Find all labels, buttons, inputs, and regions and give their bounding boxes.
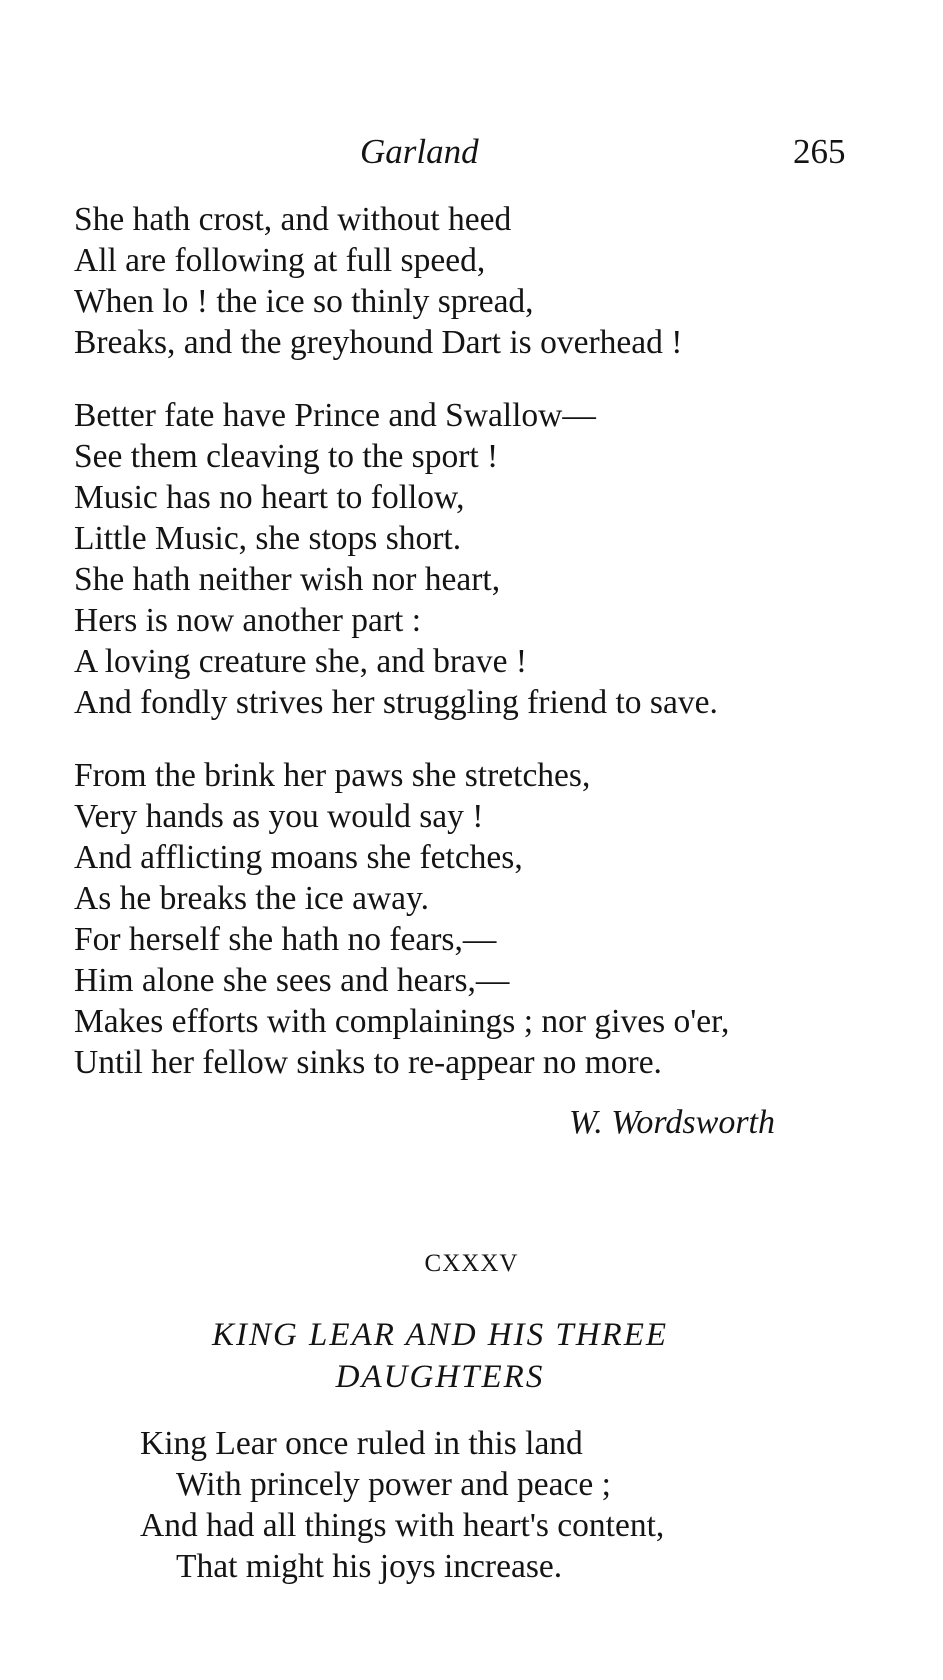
verse-line: Little Music, she stops short. [74,520,462,557]
verse-line: Breaks, and the greyhound Dart is overhead ! [74,324,683,361]
verse-line: Better fate have Prince and Swallow— [74,397,596,434]
verse-line: Music has no heart to follow, [74,479,465,516]
running-head [0,128,943,176]
verse-line: Hers is now another part : [74,602,422,639]
stanza-1 [74,199,894,363]
verse-line: As he breaks the ice away. [74,880,430,917]
verse-line: King Lear once ruled in this land [140,1425,583,1462]
verse-line: Until her fellow sinks to re-appear no more. [74,1044,662,1081]
verse-line: Him alone she sees and hears,— [74,962,510,999]
section-title [0,1314,880,1398]
verse-line: And afflicting moans she fetches, [74,839,523,876]
verse-line: Very hands as you would say ! [74,798,484,835]
verse-line: That might his joys increase. [176,1548,563,1585]
page-number: 265 [793,132,846,171]
verse-line: She hath neither wish nor heart, [74,561,501,598]
stanza-2 [74,395,894,723]
verse-line: From the brink her paws she stretches, [74,757,591,794]
stanza-3 [74,755,894,1083]
verse-line: For herself she hath no fears,— [74,921,497,958]
poem-attribution: W. Wordsworth [569,1104,775,1141]
section-title-line: DAUGHTERS [335,1359,545,1395]
verse-line: She hath crost, and without heed [74,201,512,238]
running-title: Garland [360,132,479,171]
ballad-stanza [140,1423,900,1587]
verse-line: And had all things with heart's content, [140,1507,665,1544]
verse-line: With princely power and peace ; [176,1466,611,1503]
poem-body [74,199,894,1115]
verse-line: Makes efforts with complainings ; nor gives o'er, [74,1003,730,1040]
section-title-line: KING LEAR AND HIS THREE [211,1317,669,1353]
verse-line: All are following at full speed, [74,242,486,279]
verse-line: When lo ! the ice so thinly spread, [74,283,534,320]
verse-line: A loving creature she, and brave ! [74,643,528,680]
section-number: CXXXV [424,1250,519,1277]
verse-line: And fondly strives her struggling friend to save. [74,684,718,721]
verse-line: See them cleaving to the sport ! [74,438,499,475]
